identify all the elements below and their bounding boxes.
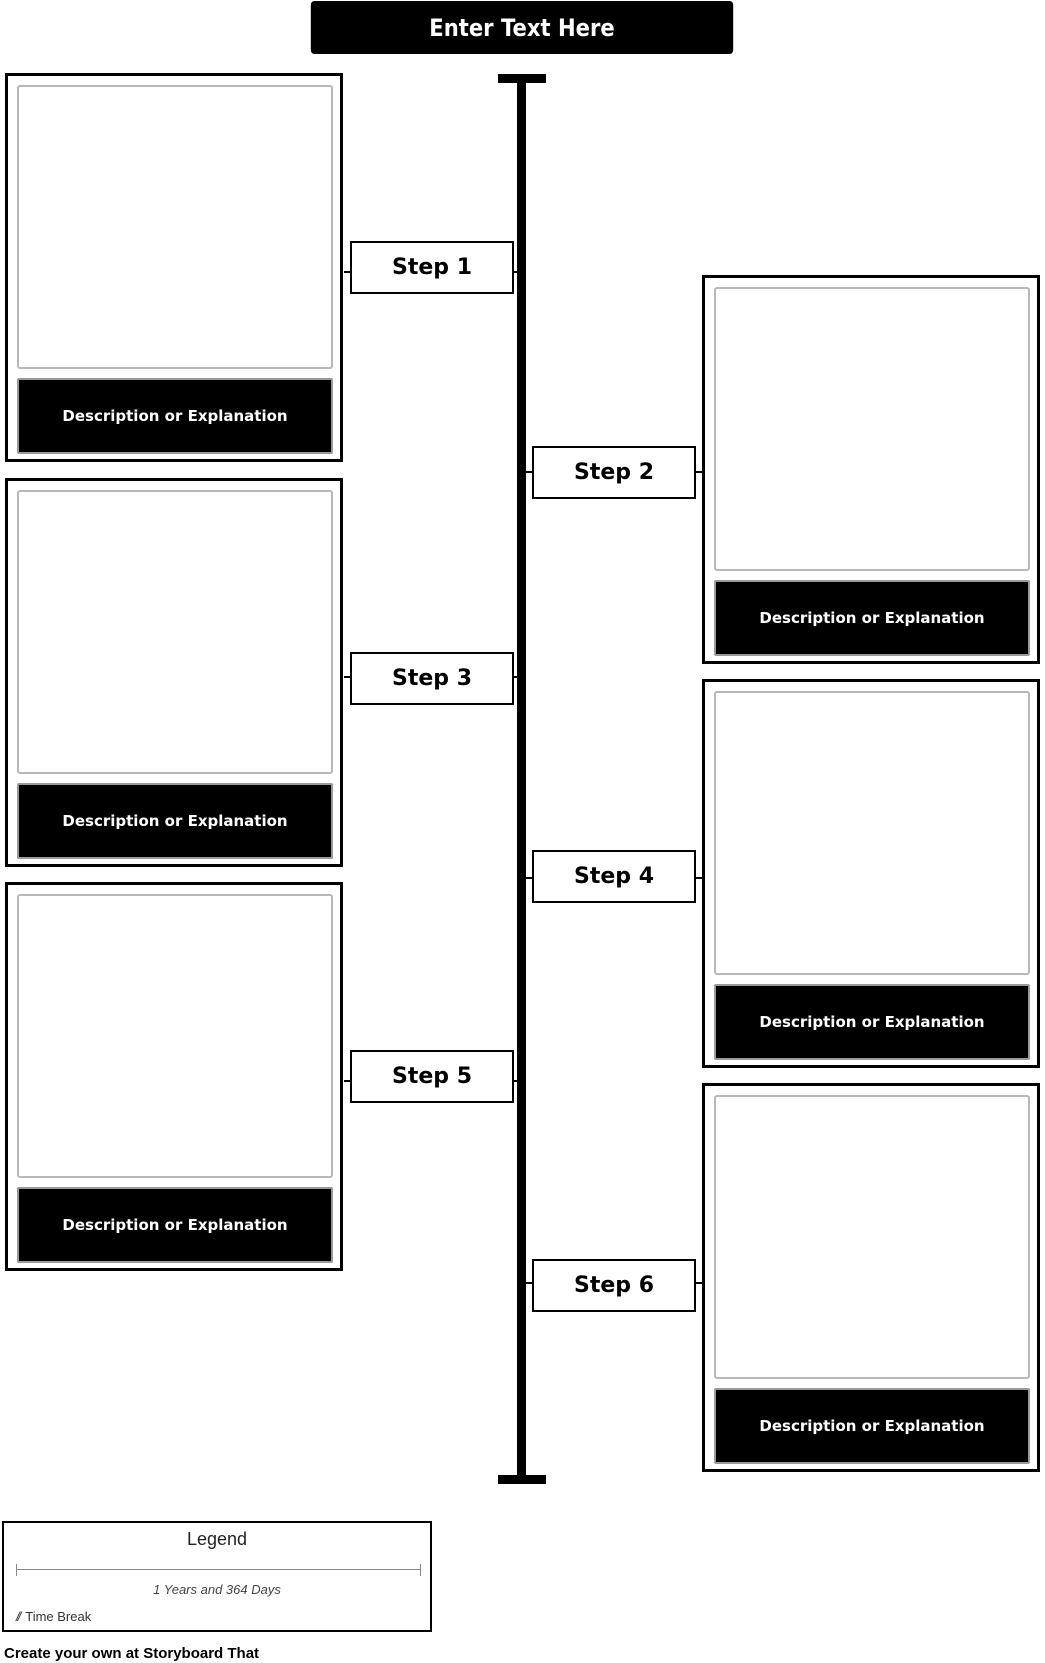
legend-title: Legend — [186, 1529, 248, 1549]
timeline-axis-bottom-cap — [498, 1475, 546, 1484]
time-break-icon: // — [16, 1609, 20, 1624]
step-5-label[interactable]: Step 5 — [350, 1050, 514, 1103]
page-title[interactable]: Enter Text Here — [311, 1, 733, 54]
step-5-image-placeholder[interactable] — [17, 894, 333, 1178]
step-1-description[interactable]: Description or Explanation — [17, 378, 333, 454]
step-4-description[interactable]: Description or Explanation — [714, 984, 1030, 1060]
step-5-description[interactable]: Description or Explanation — [17, 1187, 333, 1263]
step-2-description[interactable]: Description or Explanation — [714, 580, 1030, 656]
step-3-image-placeholder[interactable] — [17, 490, 333, 774]
step-1-panel[interactable] — [5, 73, 343, 462]
step-3-connector-right — [514, 676, 520, 678]
footer-credit[interactable]: Create your own at Storyboard That — [4, 1645, 260, 1662]
legend-time-break — [16, 1609, 91, 1624]
step-2-panel[interactable] — [702, 275, 1040, 664]
step-6-label[interactable]: Step 6 — [532, 1259, 696, 1312]
step-6-panel[interactable] — [702, 1083, 1040, 1472]
step-6-image-placeholder[interactable] — [714, 1095, 1030, 1379]
step-3-label[interactable]: Step 3 — [350, 652, 514, 705]
step-5-connector-right — [514, 1080, 520, 1082]
step-1-connector-right — [514, 271, 520, 273]
step-1-image-placeholder[interactable] — [17, 85, 333, 369]
step-4-panel[interactable] — [702, 679, 1040, 1068]
legend-duration: 1 Years and 364 Days — [153, 1582, 281, 1597]
step-1-label[interactable]: Step 1 — [350, 241, 514, 294]
step-5-panel[interactable] — [5, 882, 343, 1271]
timeline-axis-top-cap — [498, 74, 546, 83]
step-4-label[interactable]: Step 4 — [532, 850, 696, 903]
step-2-image-placeholder[interactable] — [714, 287, 1030, 571]
step-4-image-placeholder[interactable] — [714, 691, 1030, 975]
step-6-description[interactable]: Description or Explanation — [714, 1388, 1030, 1464]
legend-scale-bar — [16, 1564, 421, 1576]
time-break-label: Time Break — [25, 1609, 92, 1624]
step-3-description[interactable]: Description or Explanation — [17, 783, 333, 859]
timeline-axis — [517, 74, 526, 1484]
step-2-label[interactable]: Step 2 — [532, 446, 696, 499]
legend-box — [2, 1521, 432, 1632]
step-3-panel[interactable] — [5, 478, 343, 867]
